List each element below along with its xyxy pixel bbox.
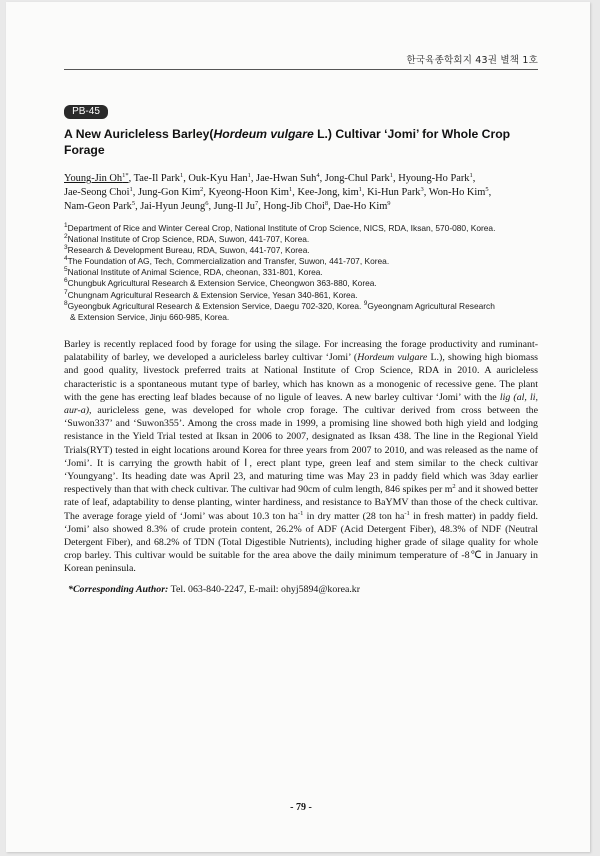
author-name: Jae-Hwan Suh$^4$	[256, 172, 320, 184]
author-name: Jung-Gon Kim$^2$	[137, 186, 204, 199]
author-name: Nam-Geon Park$^5$	[64, 200, 136, 213]
corresponding-label: *Corresponding Author:	[68, 584, 169, 595]
corresponding-contact: Tel. 063-840-2247, E-mail: ohyj5894@korea.kr	[168, 584, 361, 595]
author-name: Jai-Hyun Jeung$^6$	[140, 200, 209, 213]
abstract: Barley is recently replaced food by forage for using the silage. For increasing the forage productivity and ruminant-palatability of barley, we developed a auricleless barley cultivar ‘Jomi’ (Hordeum vulgare L.), showing high biomass and good quality, livestock preferred traits at National Institute of Crop Science, RDA in 2010. A auricleless characteristic is a spontaneous mutant type of barley, which has known as a monogenic of recessive gene. The plant with the gene has erecting leaf blades because of no ligule of leaves. A new barley cultivar ‘Jomi’ with the lig (al, li, aur-a), auricleless gene, was developed for whole crop forage. The cultivar derived from cross between the ‘Suwon337’ and ‘Suwon355’. Among the cross made in 1999, a promising line showed both high yield and lodging resistance in the Yield Trial tested at Iksan in 2006 to 2007, designated as Iksan 438. The line in the Regional Yield Trials(RYT) tested in eight locations around Korea for three years from 2007 to 2010, and was released as the name of ‘Jomi’. It is carrying the growth habit of Ⅰ, erect plant type, green leaf and stem similar to the check cultivar ‘Youngyang’. Its heading date was April 23, and maturing time was May 23 in paddy field which was 3day earlier respectively than that with check cultivar. The cultivar had 90cm of culm length, 846 spikes per $m^2$ and it showed better rate of leaf, adaptability to dense planting, winter hardiness, and resistance to BaYMV than those of the check cultivar. The average forage yield of ‘Jomi’ was about 10.3 ton $ha^{-1}$ in dry matter (28 ton $ha^{-1}$ in fresh matter) in paddy field. ‘Jomi’ also showed 8.3% of crude protein content, 26.2% of ADF (Acid Detergent Fiber), 48.3% of NDF (Neutral Detergent Fiber), and 68.2% of TDN (Total Digestible Nutrients), including higher grade of silage quality for whole crop barley. This cultivar would be suitable for the area above the daily minimum temperature of -8℃ in January in Korean peninsula.	[64, 339, 539, 575]
author-name: Kee-Jong, kim$^1$	[297, 186, 362, 199]
corresponding-author	[68, 584, 538, 595]
author-name: Jae-Seong Choi$^1$	[64, 186, 133, 199]
title-species: Hordeum vulgare	[213, 127, 314, 141]
poster-id-badge: PB-45	[64, 105, 108, 119]
species-name: Hordeum vulgare	[357, 352, 428, 364]
author-list: Young-Jin $Oh^{1*}$, Tae-Il Park$^1$, Ouk-Kyu Han$^1$, Jae-Hwan Suh$^4$, Jong-Chul Park$^1$, Hyoung-Ho Park$^1$, Jae-Seong Choi$^1$, Jung-Gon Kim$^2$, Kyeong-Hoon Kim$^1$, Kee-Jong, kim$^1$, Ki-Hun Park$^3$, Won-Ho Kim$^5$, Nam-Geon Park$^5$, Jai-Hyun Jeung$^6$, Jung-Il Ju$^7$, Hong-Jib Choi$^8$, Dae-Ho Kim$^9$	[64, 172, 492, 213]
gene-name: lig (al, li, aur-a),	[64, 391, 539, 417]
author-name: Jong-Chul Park$^1$	[324, 172, 393, 184]
author-name: Tae-Il Park$^1$	[133, 172, 184, 184]
affiliation-line: $^3$Research & Development Bureau, RDA, Suwon, 441-707, Korea.	[64, 244, 310, 256]
affiliation-line: $^1$Department of Rice and Winter Cereal Crop, National Institute of Crop Science, NICS, RDA, Iksan, 570-080, Korea.	[64, 222, 496, 233]
affiliation-line: $^6$Chungbuk Agricultural Research & Extension Service, Cheongwon 363-880, Korea.	[64, 277, 377, 289]
affiliation-line: $^4$The Foundation of AG, Tech, Commercialization and Transfer, Suwon, 441-707, Korea.	[64, 255, 390, 267]
author-name: Young-Jin $Oh^{1*}$	[64, 172, 129, 184]
affiliation-line: $^7$Chungnam Agricultural Research & Extension Service, Yesan 340-861, Korea.	[64, 288, 358, 300]
author-name: Won-Ho Kim$^5$	[428, 186, 489, 199]
affiliation-line: $^5$National Institute of Animal Science, RDA, cheonan, 331-801, Korea.	[64, 266, 323, 278]
page-number: - 79 -	[290, 802, 312, 813]
author-name: Ki-Hun Park$^3$	[367, 186, 424, 199]
author-name: Jung-Il Ju$^7$	[213, 200, 259, 213]
paper-page	[6, 2, 590, 852]
affiliation-line: $^2$National Institute of Crop Science, RDA, Suwon, 441-707, Korea.	[64, 233, 310, 245]
author-name: Hyoung-Ho Park$^1$	[398, 172, 473, 184]
title-part-1: A New Auricleless Barley(	[64, 127, 214, 141]
affiliation-line-cont: & Extension Service, Jinju 660-985, Korea.	[70, 311, 230, 322]
author-name: Dae-Ho Kim$^9$	[333, 200, 391, 213]
title-part-2: L.) Cultivar ‘Jomi’ for Whole Crop Forage	[64, 127, 511, 157]
affiliation-list	[64, 223, 540, 323]
paper-title	[64, 126, 538, 158]
affiliation-line: $^8$Gyeongbuk Agricultural Research & Extension Service, Daegu 702-320, Korea. $^9$Gyeongnam Agricultural Research	[64, 299, 495, 311]
author-name: Ouk-Kyu Han$^1$	[188, 172, 251, 184]
author-name: Kyeong-Hoon Kim$^1$	[208, 186, 293, 199]
header-rule	[64, 69, 538, 70]
author-name: Hong-Jib Choi$^8$	[263, 200, 329, 213]
journal-header: 한국육종학회지 43권 별책 1호	[406, 55, 538, 66]
